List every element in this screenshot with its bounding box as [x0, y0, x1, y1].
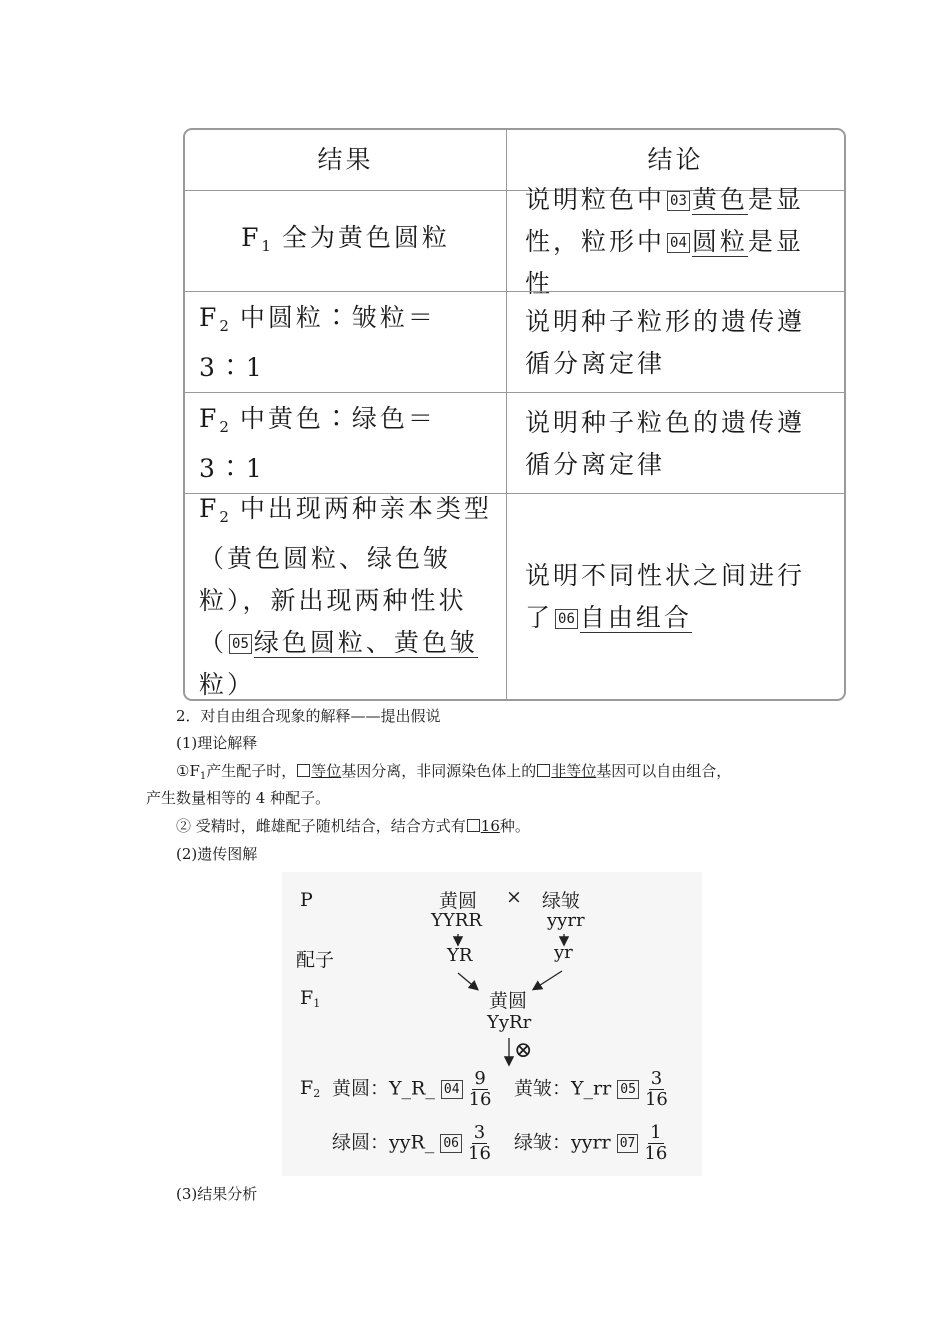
self-cross-symbol: ⊗ — [514, 1038, 533, 1063]
result-body: 中出现两种亲本类型（黄色圆粒、绿色皱粒），新出现两种性状（ — [199, 494, 492, 657]
results-table — [183, 128, 846, 701]
f2-item — [332, 1123, 491, 1164]
para-part: 种。 — [499, 817, 530, 835]
answer-number: 04 — [667, 233, 690, 253]
blank-box — [297, 764, 310, 777]
cross-symbol: × — [506, 886, 522, 908]
f-subscript: 2 — [219, 417, 229, 436]
paragraph-gametes — [176, 760, 731, 788]
answer-text: 自由组合 — [579, 603, 692, 632]
blank-box — [537, 764, 550, 777]
table-row — [185, 493, 844, 700]
conclusion-part: 说明不同性状之间进行了 — [525, 561, 806, 632]
result-body: 中圆粒∶皱粒＝3∶1 — [199, 302, 436, 382]
conclusion-cell — [507, 494, 844, 700]
f-subscript: 2 — [219, 508, 229, 526]
f2-item — [332, 1069, 492, 1110]
f1-letter: F — [300, 987, 314, 1009]
f2-label — [300, 1077, 320, 1100]
para-part: 基因分离，非同源染色体上的 — [341, 762, 537, 780]
section-heading: 2．对自由组合现象的解释——提出假说 — [176, 707, 441, 725]
fraction — [645, 1069, 668, 1110]
f2-item — [514, 1069, 668, 1110]
conclusion-cell — [507, 292, 844, 393]
f2-item-label: 绿皱：yyrr — [514, 1131, 611, 1154]
answer-number: 05 — [229, 634, 252, 654]
gamete1: YR — [447, 945, 473, 966]
parent2-phenotype: 绿皱 — [542, 890, 581, 912]
denominator: 16 — [468, 1089, 492, 1110]
result-text — [241, 217, 450, 267]
result-cell — [185, 191, 507, 292]
f2-letter: F — [300, 1077, 314, 1099]
answer-text: 16 — [480, 817, 500, 835]
answer-number: 07 — [617, 1134, 639, 1153]
arrow-diagonal-icon — [534, 971, 562, 989]
fraction — [468, 1123, 491, 1164]
conclusion-part: 说明粒色中 — [525, 184, 666, 214]
p-label: P — [300, 889, 313, 911]
result-cell — [185, 494, 507, 700]
f2-item-label: 黄皱：Y_rr — [514, 1077, 612, 1100]
header-results — [185, 130, 507, 190]
conclusion-cell — [507, 184, 844, 298]
fraction — [644, 1123, 667, 1164]
conclusion-text: 说明种子粒色的遗传遵循分离定律 — [525, 407, 806, 479]
f2-item-label: 黄圆：Y_R_ — [332, 1077, 435, 1100]
paragraph-fertilization — [176, 815, 530, 837]
answer-text: 等位 — [311, 762, 342, 780]
fraction — [469, 1069, 492, 1110]
subsection-analysis: (3)结果分析 — [176, 1185, 258, 1203]
conclusion-text — [525, 555, 830, 639]
para-part: ①F — [176, 762, 200, 780]
answer-text: 非等位 — [551, 762, 597, 780]
answer-number: 05 — [617, 1080, 639, 1099]
numerator: 1 — [650, 1122, 662, 1143]
parent1-genotype: YYRR — [431, 910, 482, 931]
table-row — [185, 291, 844, 393]
paragraph-gametes-cont: 产生数量相等的 4 种配子。 — [146, 789, 331, 807]
answer-text: 圆粒 — [691, 226, 748, 256]
f-label: F — [199, 494, 220, 523]
result-body: 中黄色∶绿色＝3∶1 — [199, 403, 436, 483]
subsection-theory: (1)理论解释 — [176, 734, 258, 752]
result-cell — [185, 393, 507, 494]
f-label: F — [241, 222, 262, 252]
result-text — [199, 488, 492, 701]
genetic-cross-diagram — [282, 872, 702, 1176]
answer-number: 06 — [555, 609, 578, 629]
parent2-genotype: yyrr — [547, 910, 585, 931]
f1-genotype: YyRr — [487, 1012, 532, 1033]
answer-number: 04 — [441, 1080, 463, 1099]
table-row — [185, 392, 844, 494]
gamete2: yr — [554, 942, 573, 963]
f-subscript: 1 — [261, 236, 271, 255]
conclusion-cell — [507, 393, 844, 494]
header-results-text: 结果 — [317, 145, 374, 174]
header-conclusion-text: 结论 — [647, 145, 704, 174]
conclusion-part: 是显性，粒形中 — [525, 184, 804, 256]
result-close: ） — [227, 670, 256, 699]
answer-number: 03 — [667, 191, 690, 211]
f2-item-label: 绿圆：yyR_ — [332, 1131, 435, 1154]
conclusion-text: 说明种子粒形的遗传遵循分离定律 — [525, 306, 806, 378]
f1-phenotype: 黄圆 — [489, 990, 528, 1012]
result-body: 全为黄色圆粒 — [281, 222, 450, 252]
conclusion-part: 是显性 — [525, 226, 804, 298]
arrow-diagonal-icon — [458, 973, 477, 989]
numerator: 3 — [473, 1122, 486, 1143]
denominator: 16 — [644, 1143, 668, 1164]
f-label: F — [199, 403, 220, 433]
result-cell — [185, 292, 507, 393]
answer-text: 黄色 — [691, 184, 748, 214]
subsection-diagram: (2)遗传图解 — [176, 845, 258, 863]
f-subscript: 2 — [219, 316, 229, 335]
result-text — [199, 297, 492, 389]
answer-text: 绿色圆粒、黄色皱粒 — [199, 628, 478, 699]
denominator: 16 — [644, 1089, 668, 1110]
f-subscript: 1 — [199, 771, 207, 782]
para-part: 基因可以自由组合， — [596, 762, 732, 780]
answer-number: 06 — [440, 1134, 462, 1153]
result-text — [199, 398, 492, 490]
table-row — [185, 184, 844, 298]
para-part: 产生配子时， — [206, 762, 297, 780]
gamete-label: 配子 — [296, 949, 335, 971]
parent1-phenotype: 黄圆 — [439, 890, 478, 912]
f2-subscript: 2 — [313, 1087, 321, 1100]
f1-subscript: 1 — [313, 997, 321, 1010]
numerator: 9 — [474, 1068, 486, 1089]
numerator: 3 — [650, 1068, 663, 1089]
f-label: F — [199, 302, 220, 332]
blank-box — [467, 819, 480, 832]
para-part: ② 受精时，雌雄配子随机结合，结合方式有 — [176, 817, 466, 835]
denominator: 16 — [468, 1143, 491, 1164]
conclusion-text — [525, 179, 830, 305]
f2-item — [514, 1123, 667, 1164]
